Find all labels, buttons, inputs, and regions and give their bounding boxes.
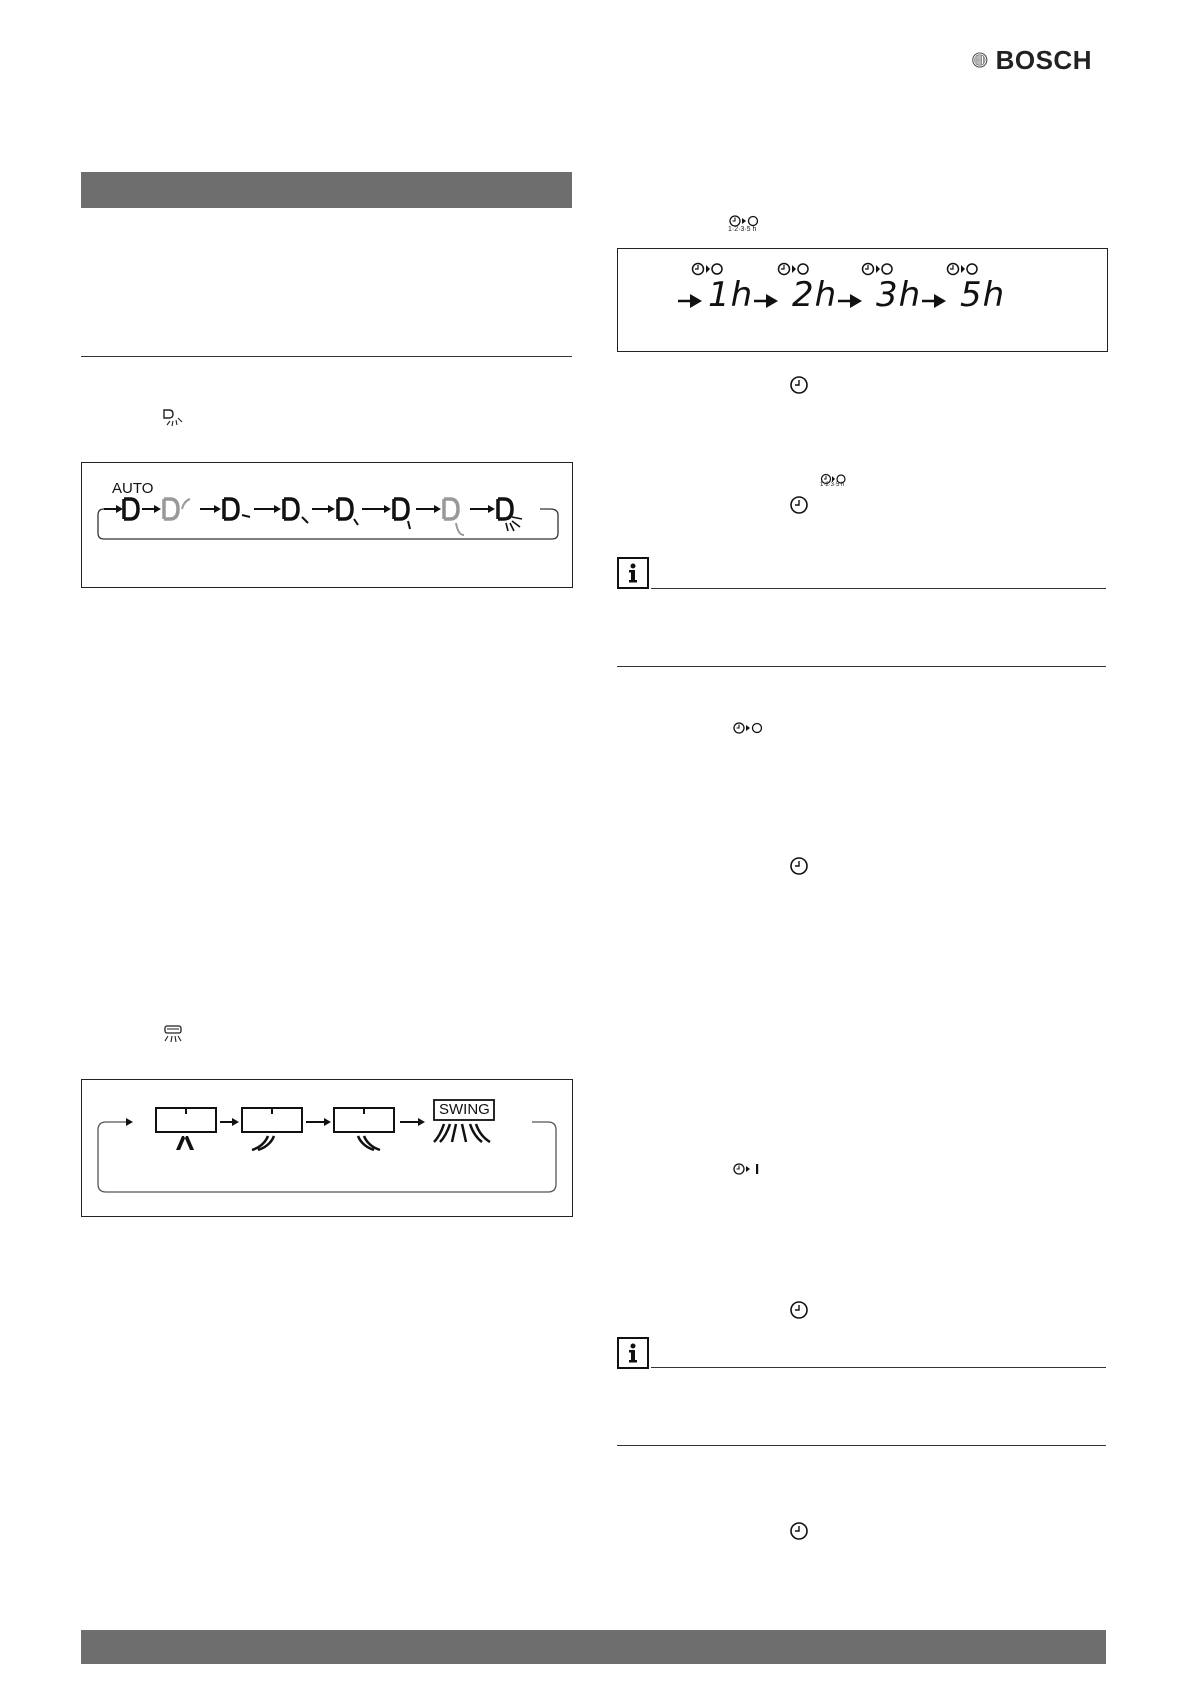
bosch-logo-icon: [972, 44, 988, 76]
vane-auto-icon: [124, 499, 138, 519]
info-note-top-rule: [651, 588, 1106, 589]
louver-straight-icon: [156, 1108, 216, 1150]
info-icon: [617, 1337, 649, 1369]
vane-position-1-icon: [164, 499, 190, 519]
horizontal-louver-icon: [162, 1024, 184, 1044]
on-timer-icon: [732, 1162, 766, 1176]
timer-icon-1: [693, 264, 723, 275]
vane-swing-icon: [498, 499, 522, 531]
clock-icon: [789, 1521, 809, 1541]
auto-label: AUTO: [112, 480, 154, 497]
clock-icon: [789, 1300, 809, 1320]
info-note-bottom-rule: [617, 1445, 1106, 1446]
vane-position-4-icon: [338, 499, 358, 525]
vane-position-figure: [81, 462, 573, 588]
brand-logo: [972, 42, 1092, 78]
timer-button-caption: 1·2·3·5 h: [728, 226, 757, 233]
timer-step-5h: 5h: [960, 275, 1006, 315]
section-divider: [81, 356, 572, 357]
swing-label: SWING: [439, 1101, 490, 1118]
louver-cycle-diagram: [92, 1088, 562, 1198]
info-note-bottom-rule: [617, 666, 1106, 667]
timer-step-1h: 1h: [708, 275, 754, 315]
timer-button-caption-2: 1·2·3·5 h: [820, 482, 845, 488]
clock-icon: [789, 495, 809, 515]
timer-icon-4: [948, 264, 978, 275]
section-heading-bar: [81, 172, 572, 208]
off-timer-figure: [617, 248, 1108, 352]
brand-name: BOSCH: [995, 44, 1092, 75]
vane-position-2-icon: [224, 499, 250, 519]
clock-icon: [789, 856, 809, 876]
off-timer-button-icon-2: [820, 472, 860, 492]
info-note-top-rule: [651, 1367, 1106, 1368]
timer-step-2h: 2h: [792, 275, 838, 315]
vane-position-6-icon: [444, 499, 464, 535]
louver-right-icon: [334, 1108, 394, 1150]
vane-cycle-diagram: [92, 493, 562, 573]
vane-position-3-icon: [284, 499, 308, 523]
footer-bar: [81, 1630, 1106, 1664]
vertical-vane-icon: [162, 408, 184, 428]
clock-icon: [789, 375, 809, 395]
timer-icon-2: [779, 264, 809, 275]
info-icon: [617, 557, 649, 589]
louver-position-figure: [81, 1079, 573, 1217]
off-timer-icon: [732, 721, 766, 735]
off-timer-button-icon: [728, 214, 768, 238]
timer-icon-3: [863, 264, 893, 275]
louver-left-icon: [242, 1108, 302, 1150]
timer-step-3h: 3h: [876, 275, 922, 315]
vane-position-5-icon: [394, 499, 410, 529]
